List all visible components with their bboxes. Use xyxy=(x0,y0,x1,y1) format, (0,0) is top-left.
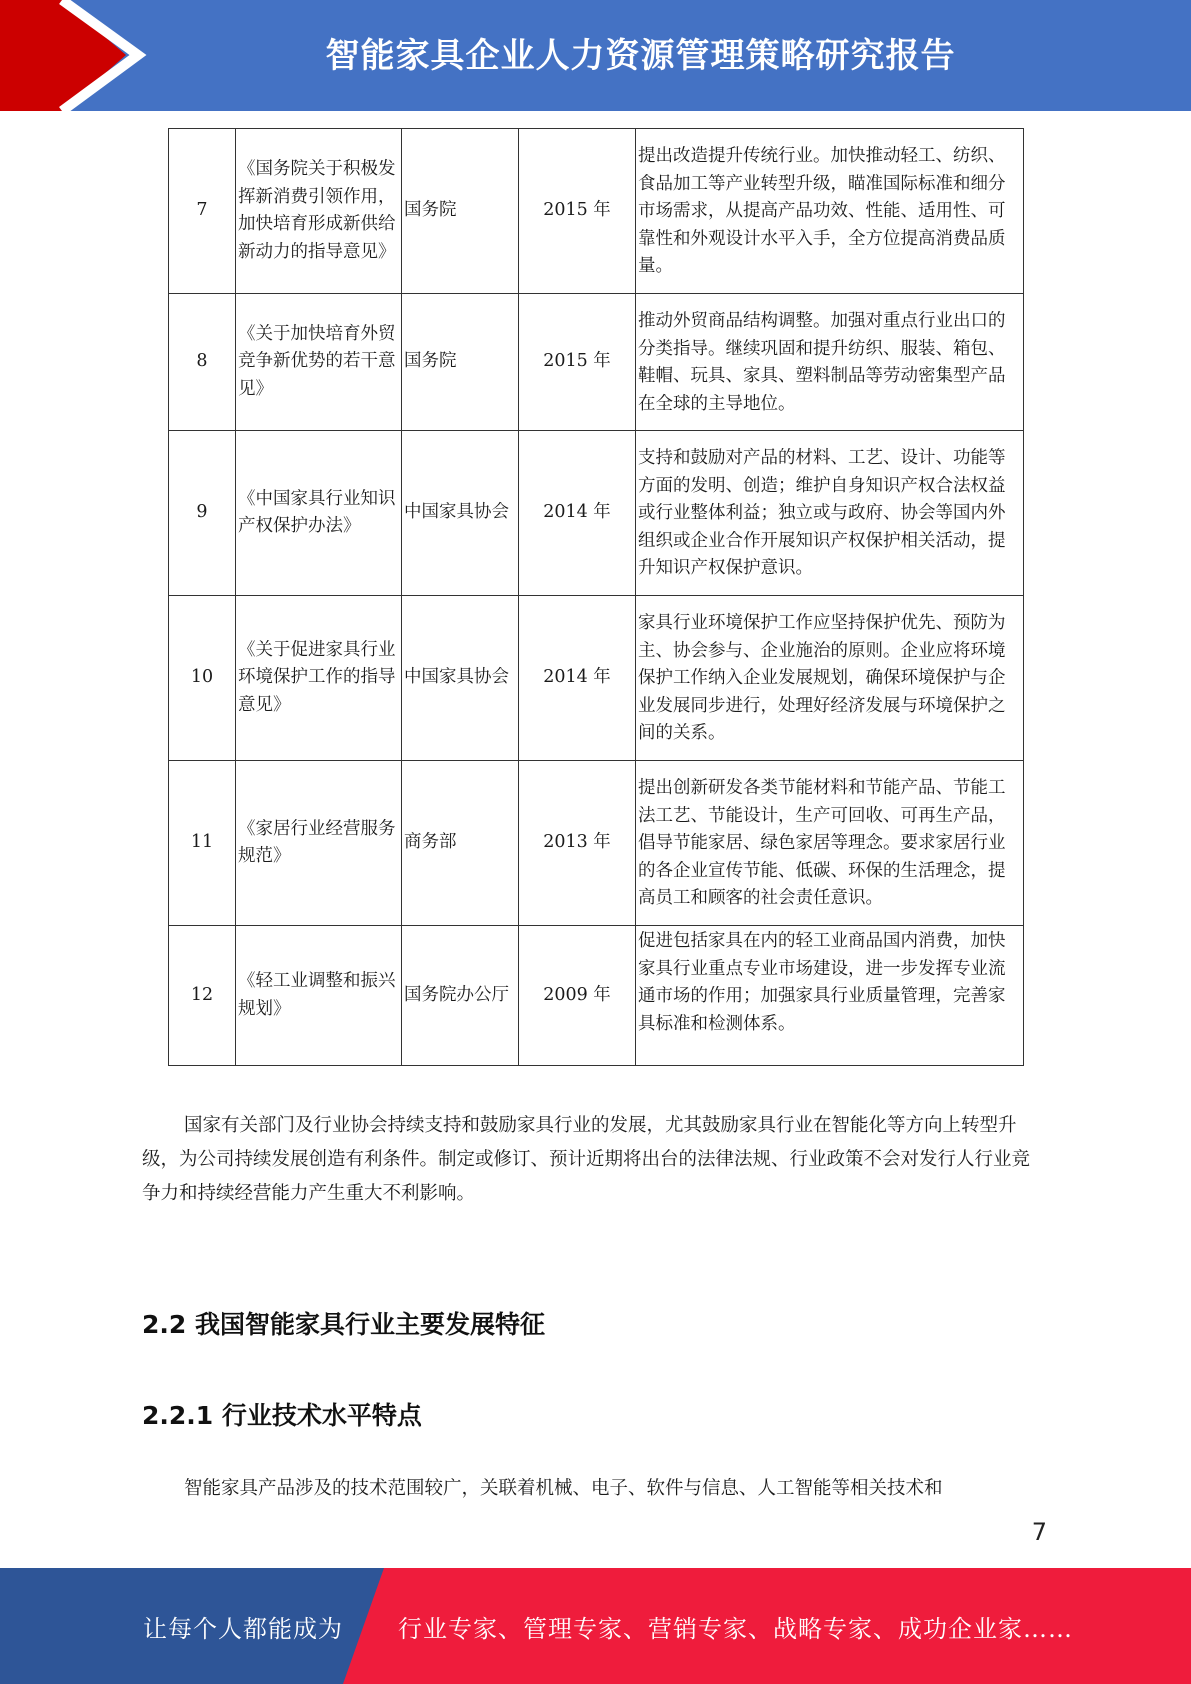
policy-year: 2015 年 xyxy=(519,129,636,294)
table-row xyxy=(169,129,1024,294)
policy-name: 《轻工业调整和振兴规划》 xyxy=(236,926,402,1066)
row-number: 8 xyxy=(169,294,236,431)
body-paragraph: 国家有关部门及行业协会持续支持和鼓励家具行业的发展，尤其鼓励家具行业在智能化等方向上转型升级，为公司持续发展创造有利条件。制定或修订、预计近期将出台的法律法规、行业政策不会对发行人行业竞争力和持续经营能力产生重大不利影响。 xyxy=(142,1115,1031,1204)
footer-slogan-right: 行业专家、管理专家、营销专家、战略专家、成功企业家…… xyxy=(398,1614,1073,1643)
policy-issuer: 商务部 xyxy=(402,761,519,926)
policy-table xyxy=(168,128,1024,1066)
policy-description: 家具行业环境保护工作应坚持保护优先、预防为主、协会参与、企业施治的原则。企业应将环境保护工作纳入企业发展规划，确保环境保护与企业发展同步进行，处理好经济发展与环境保护之间的关系。 xyxy=(636,596,1024,761)
page-number: 7 xyxy=(1031,1518,1047,1546)
policy-year: 2013 年 xyxy=(519,761,636,926)
policy-description: 促进包括家具在内的轻工业商品国内消费，加快家具行业重点专业市场建设，进一步发挥专业流通市场的作用；加强家具行业质量管理，完善家具标准和检测体系。 xyxy=(636,926,1024,1066)
table-row xyxy=(169,294,1024,431)
row-number: 11 xyxy=(169,761,236,926)
policy-issuer: 中国家具协会 xyxy=(402,431,519,596)
policy-year: 2009 年 xyxy=(519,926,636,1066)
policy-issuer: 国务院 xyxy=(402,294,519,431)
policy-issuer: 中国家具协会 xyxy=(402,596,519,761)
policy-year: 2014 年 xyxy=(519,431,636,596)
subsection-heading: 2.2.1 行业技术水平特点 xyxy=(142,1401,422,1430)
policy-description: 提出创新研发各类节能材料和节能产品、节能工法工艺、节能设计，生产可回收、可再生产品，倡导节能家居、绿色家居等理念。要求家居行业的各企业宣传节能、低碳、环保的生活理念，提高员工和顾客的社会责任意识。 xyxy=(636,761,1024,926)
row-number: 10 xyxy=(169,596,236,761)
page-header xyxy=(0,0,1191,111)
row-number: 7 xyxy=(169,129,236,294)
policy-year: 2015 年 xyxy=(519,294,636,431)
body-paragraph: 智能家具产品涉及的技术范围较广，关联着机械、电子、软件与信息、人工智能等相关技术和 xyxy=(184,1478,943,1499)
row-number: 12 xyxy=(169,926,236,1066)
policy-name: 《国务院关于积极发挥新消费引领作用，加快培育形成新供给新动力的指导意见》 xyxy=(236,129,402,294)
policy-description: 支持和鼓励对产品的材料、工艺、设计、功能等方面的发明、创造；维护自身知识产权合法权益或行业整体利益；独立或与政府、协会等国内外组织或企业合作开展知识产权保护相关活动，提升知识产权保护意识。 xyxy=(636,431,1024,596)
policy-description: 推动外贸商品结构调整。加强对重点行业出口的分类指导。继续巩固和提升纺织、服装、箱包、鞋帽、玩具、家具、塑料制品等劳动密集型产品在全球的主导地位。 xyxy=(636,294,1024,431)
document-title: 智能家具企业人力资源管理策略研究报告 xyxy=(325,35,956,76)
policy-name: 《家居行业经营服务规范》 xyxy=(236,761,402,926)
table-row xyxy=(169,596,1024,761)
policy-issuer: 国务院办公厅 xyxy=(402,926,519,1066)
footer-slogan-left: 让每个人都能成为 xyxy=(143,1614,343,1643)
policy-description: 提出改造提升传统行业。加快推动轻工、纺织、食品加工等产业转型升级，瞄准国际标准和细分市场需求，从提高产品功效、性能、适用性、可靠性和外观设计水平入手，全方位提高消费品质量。 xyxy=(636,129,1024,294)
policy-issuer: 国务院 xyxy=(402,129,519,294)
policy-name: 《中国家具行业知识产权保护办法》 xyxy=(236,431,402,596)
row-number: 9 xyxy=(169,431,236,596)
section-heading: 2.2 我国智能家具行业主要发展特征 xyxy=(142,1310,545,1339)
table-row xyxy=(169,761,1024,926)
table-row xyxy=(169,431,1024,596)
policy-name: 《关于促进家具行业环境保护工作的指导意见》 xyxy=(236,596,402,761)
table-row xyxy=(169,926,1024,1066)
policy-name: 《关于加快培育外贸竞争新优势的若干意见》 xyxy=(236,294,402,431)
policy-year: 2014 年 xyxy=(519,596,636,761)
page-footer xyxy=(0,1568,1191,1684)
